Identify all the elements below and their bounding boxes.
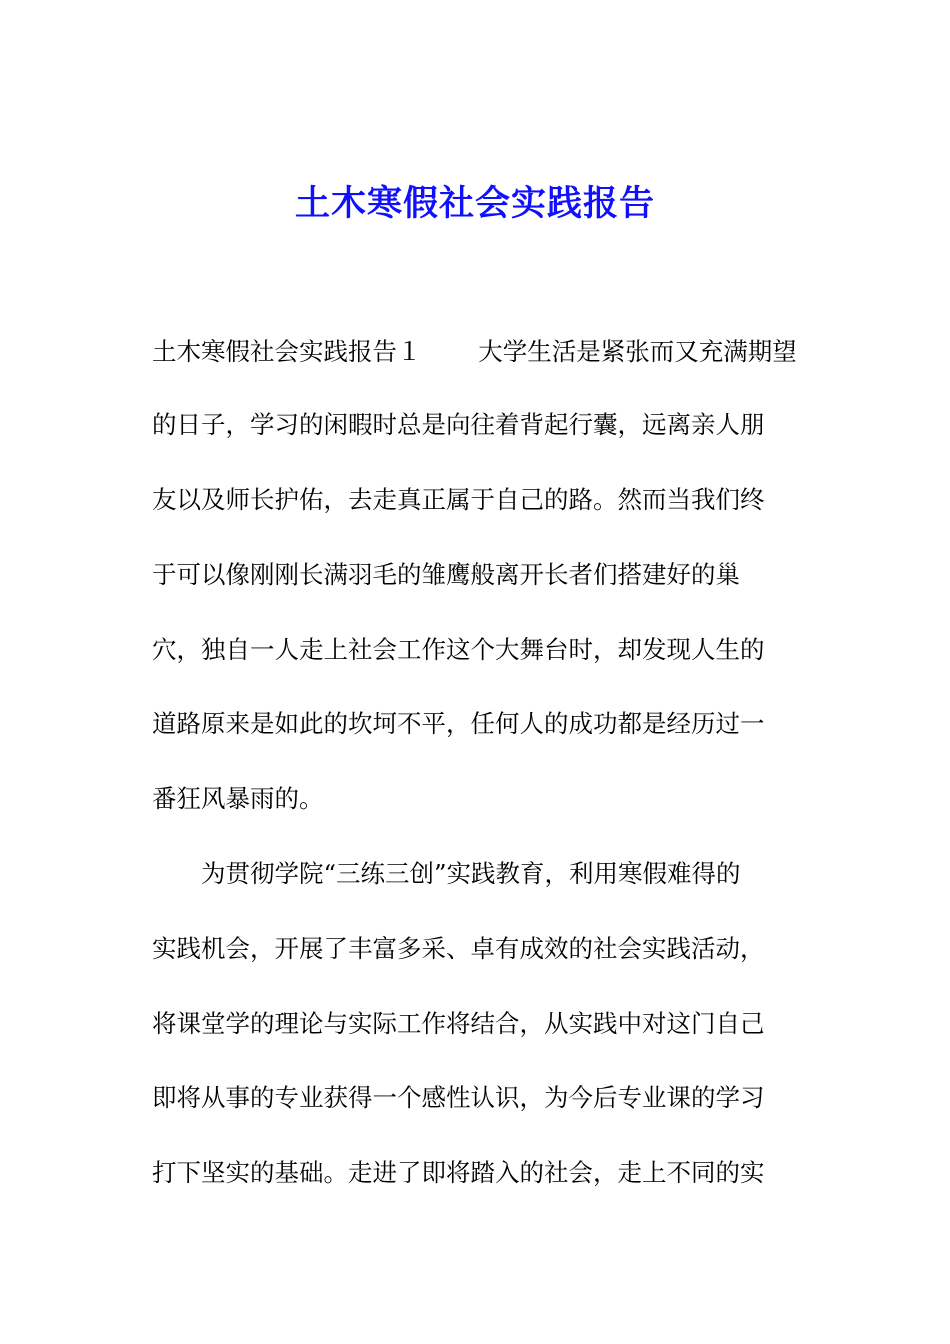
body-line-12: 打下坚实的基础。走进了即将踏入的社会，走上不同的实 <box>152 1158 765 1187</box>
document-title: 土木寒假社会实践报告 <box>294 183 655 224</box>
body-line-3: 友以及师长护佑，去走真正属于自己的路。然而当我们终 <box>152 485 765 514</box>
body-line-1: 土木寒假社会实践报告１ 大学生活是紧张而又充满期望 <box>152 337 797 366</box>
body-line-8: 为贯彻学院“三练三创”实践教育，利用寒假难得的 <box>152 859 741 888</box>
body-line-2: 的日子，学习的闲暇时总是向往着背起行囊，远离亲人朋 <box>152 410 765 439</box>
body-line-11: 即将从事的专业获得一个感性认识，为今后专业课的学习 <box>152 1083 765 1112</box>
body-line-7: 番狂风暴雨的。 <box>152 784 324 813</box>
body-line-5: 穴，独自一人走上社会工作这个大舞台时，却发现人生的 <box>152 635 765 664</box>
body-line-10: 将课堂学的理论与实际工作将结合，从实践中对这门自己 <box>152 1009 765 1038</box>
body-line-4: 于可以像刚刚长满羽毛的雏鹰般离开长者们搭建好的巢 <box>152 560 740 589</box>
body-line-9: 实践机会，开展了丰富多采、卓有成效的社会实践活动， <box>152 934 765 963</box>
body-line-6: 道路原来是如此的坎坷不平，任何人的成功都是经历过一 <box>152 709 765 738</box>
